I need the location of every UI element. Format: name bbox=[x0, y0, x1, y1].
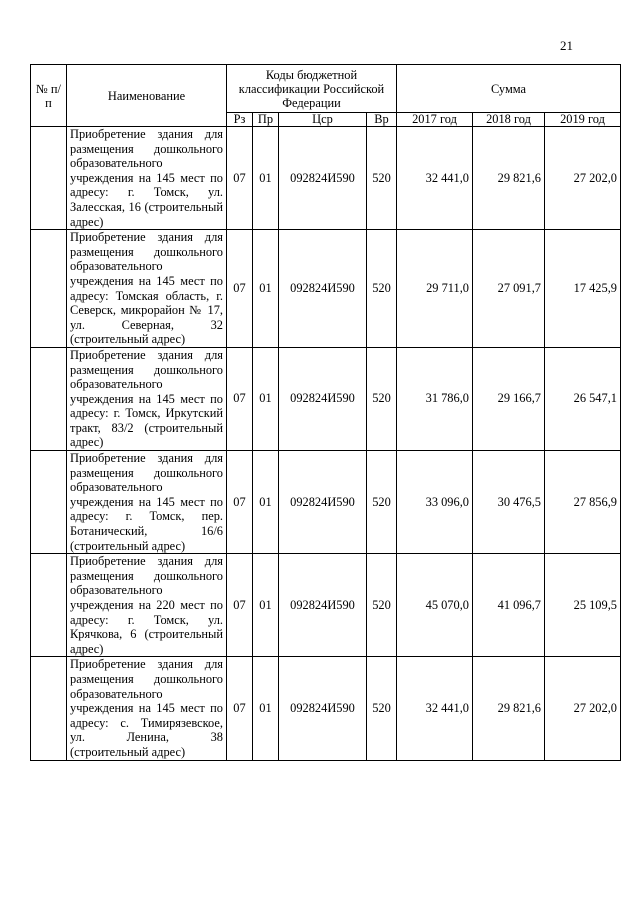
row-name: Приобретение здания для размещения дошкольного образовательного учреждения на 145 мест по адресу: г. Томск, ул. Залесская, 16 (строительный адрес) bbox=[67, 127, 227, 230]
header-num: № п/п bbox=[31, 65, 67, 127]
row-2017: 32 441,0 bbox=[397, 127, 473, 230]
table-body bbox=[31, 127, 621, 761]
row-2017: 45 070,0 bbox=[397, 554, 473, 657]
row-pr: 01 bbox=[253, 230, 279, 348]
row-2018: 29 166,7 bbox=[473, 347, 545, 450]
row-number bbox=[31, 230, 67, 348]
row-2017: 29 711,0 bbox=[397, 230, 473, 348]
row-pr: 01 bbox=[253, 127, 279, 230]
row-2019: 27 856,9 bbox=[545, 451, 621, 554]
row-2017: 33 096,0 bbox=[397, 451, 473, 554]
row-vr: 520 bbox=[367, 657, 397, 760]
row-number bbox=[31, 554, 67, 657]
row-pr: 01 bbox=[253, 554, 279, 657]
row-csr: 092824И590 bbox=[279, 230, 367, 348]
header-name: Наименование bbox=[67, 65, 227, 127]
header-2018: 2018 год bbox=[473, 113, 545, 127]
row-number bbox=[31, 451, 67, 554]
row-csr: 092824И590 bbox=[279, 554, 367, 657]
row-2019: 27 202,0 bbox=[545, 127, 621, 230]
row-2017: 32 441,0 bbox=[397, 657, 473, 760]
row-pr: 01 bbox=[253, 657, 279, 760]
row-vr: 520 bbox=[367, 451, 397, 554]
row-name: Приобретение здания для размещения дошкольного образовательного учреждения на 220 мест по адресу: г. Томск, ул. Крячкова, 6 (строительный адрес) bbox=[67, 554, 227, 657]
header-2019: 2019 год bbox=[545, 113, 621, 127]
row-name: Приобретение здания для размещения дошкольного образовательного учреждения на 145 мест по адресу: г. Томск, Иркутский тракт, 83/2 (строительный адрес) bbox=[67, 347, 227, 450]
row-csr: 092824И590 bbox=[279, 127, 367, 230]
row-rz: 07 bbox=[227, 347, 253, 450]
row-name: Приобретение здания для размещения дошкольного образовательного учреждения на 145 мест по адресу: г. Томск, пер. Ботанический, 16/6 (строительный адрес) bbox=[67, 451, 227, 554]
header-csr: Цср bbox=[279, 113, 367, 127]
header-pr: Пр bbox=[253, 113, 279, 127]
row-2017: 31 786,0 bbox=[397, 347, 473, 450]
header-codes: Коды бюджетной классификации Российской Федерации bbox=[227, 65, 397, 113]
row-vr: 520 bbox=[367, 230, 397, 348]
header-sum: Сумма bbox=[397, 65, 621, 113]
row-2019: 17 425,9 bbox=[545, 230, 621, 348]
row-2019: 26 547,1 bbox=[545, 347, 621, 450]
row-rz: 07 bbox=[227, 657, 253, 760]
row-name: Приобретение здания для размещения дошкольного образовательного учреждения на 145 мест по адресу: с. Тимирязевское, ул. Ленина, 38 (строительный адрес) bbox=[67, 657, 227, 760]
row-2018: 29 821,6 bbox=[473, 127, 545, 230]
row-vr: 520 bbox=[367, 347, 397, 450]
row-2018: 27 091,7 bbox=[473, 230, 545, 348]
row-2018: 30 476,5 bbox=[473, 451, 545, 554]
table-row bbox=[31, 657, 621, 760]
row-2018: 29 821,6 bbox=[473, 657, 545, 760]
page-number: 21 bbox=[560, 38, 573, 53]
row-number bbox=[31, 347, 67, 450]
table-row bbox=[31, 230, 621, 348]
row-2018: 41 096,7 bbox=[473, 554, 545, 657]
row-pr: 01 bbox=[253, 347, 279, 450]
budget-table bbox=[30, 64, 621, 761]
table-row bbox=[31, 554, 621, 657]
table-row bbox=[31, 127, 621, 230]
row-rz: 07 bbox=[227, 230, 253, 348]
header-2017: 2017 год bbox=[397, 113, 473, 127]
row-csr: 092824И590 bbox=[279, 347, 367, 450]
row-2019: 27 202,0 bbox=[545, 657, 621, 760]
row-rz: 07 bbox=[227, 127, 253, 230]
row-name: Приобретение здания для размещения дошкольного образовательного учреждения на 145 мест по адресу: Томская область, г. Северск, микрорайон № 17, ул. Северная, 32 (строительный адрес) bbox=[67, 230, 227, 348]
table-row bbox=[31, 347, 621, 450]
row-vr: 520 bbox=[367, 554, 397, 657]
row-pr: 01 bbox=[253, 451, 279, 554]
table-row bbox=[31, 451, 621, 554]
row-csr: 092824И590 bbox=[279, 657, 367, 760]
row-vr: 520 bbox=[367, 127, 397, 230]
header-rz: Рз bbox=[227, 113, 253, 127]
row-rz: 07 bbox=[227, 451, 253, 554]
header-vr: Вр bbox=[367, 113, 397, 127]
row-rz: 07 bbox=[227, 554, 253, 657]
row-number bbox=[31, 657, 67, 760]
row-2019: 25 109,5 bbox=[545, 554, 621, 657]
row-csr: 092824И590 bbox=[279, 451, 367, 554]
row-number bbox=[31, 127, 67, 230]
